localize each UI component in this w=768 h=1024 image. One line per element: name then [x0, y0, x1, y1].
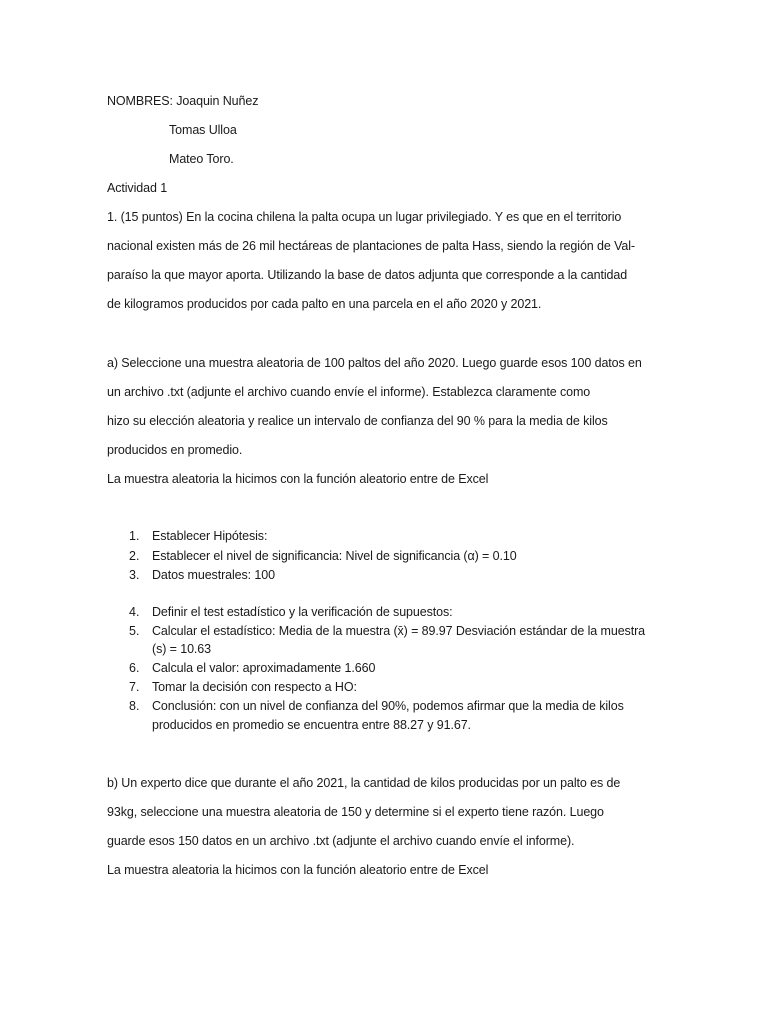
part-a-line: producidos en promedio. — [107, 443, 243, 457]
part-a-line: hizo su elección aleatoria y realice un intervalo de confianza del 90 % para la media de kilos — [107, 414, 608, 428]
step-text: Tomar la decisión con respecto a HO: — [152, 680, 357, 694]
question1-line: de kilogramos producidos por cada palto en una parcela en el año 2020 y 2021. — [107, 297, 542, 311]
part-b-line: guarde esos 150 datos en un archivo .txt (adjunte el archivo cuando envíe el informe). — [107, 834, 575, 848]
student-name-3: Mateo Toro. — [169, 152, 234, 166]
question1-line: paraíso la que mayor aporta. Utilizando la base de datos adjunta que corresponde a la cantidad — [107, 268, 628, 282]
step-text: Establecer el nivel de significancia: Nivel de significancia (α) = 0.10 — [152, 549, 517, 563]
step-text: Definir el test estadístico y la verificación de supuestos: — [152, 605, 453, 619]
question1-line: 1. (15 puntos) En la cocina chilena la palta ocupa un lugar privilegiado. Y es que en el territorio — [107, 210, 622, 224]
step-text: Calcula el valor: aproximadamente 1.660 — [152, 661, 376, 675]
step-number: 7. — [129, 680, 140, 694]
step-text: Calcular el estadístico: Media de la muestra (x̄) = 89.97 Desviación estándar de la muestra — [152, 624, 645, 638]
part-b-method-note: La muestra aleatoria la hicimos con la función aleatorio entre de Excel — [107, 863, 489, 877]
step-number: 6. — [129, 661, 140, 675]
step-number: 1. — [129, 529, 140, 543]
step-text-continued: producidos en promedio se encuentra entre 88.27 y 91.67. — [152, 718, 471, 732]
part-b-line: 93kg, seleccione una muestra aleatoria de 150 y determine si el experto tiene razón. Luego — [107, 805, 604, 819]
part-a-method-note: La muestra aleatoria la hicimos con la función aleatorio entre de Excel — [107, 472, 489, 486]
activity-title: Actividad 1 — [107, 181, 168, 195]
step-text: Establecer Hipótesis: — [152, 529, 268, 543]
part-b-line: b) Un experto dice que durante el año 2021, la cantidad de kilos producidas por un palto es de — [107, 776, 621, 790]
step-number: 3. — [129, 568, 140, 582]
names-label: NOMBRES: Joaquin Nuñez — [107, 94, 259, 108]
student-name-2: Tomas Ulloa — [169, 123, 237, 137]
step-text-continued: (s) = 10.63 — [152, 642, 212, 656]
question1-line: nacional existen más de 26 mil hectáreas de plantaciones de palta Hass, siendo la región de Val- — [107, 239, 635, 253]
step-number: 4. — [129, 605, 140, 619]
part-a-line: un archivo .txt (adjunte el archivo cuando envíe el informe). Establezca claramente como — [107, 385, 591, 399]
step-number: 2. — [129, 549, 140, 563]
step-number: 5. — [129, 624, 140, 638]
part-a-line: a) Seleccione una muestra aleatoria de 100 paltos del año 2020. Luego guarde esos 100 datos en — [107, 356, 642, 370]
step-text: Datos muestrales: 100 — [152, 568, 275, 582]
step-number: 8. — [129, 699, 140, 713]
step-text: Conclusión: con un nivel de confianza del 90%, podemos afirmar que la media de kilos — [152, 699, 624, 713]
